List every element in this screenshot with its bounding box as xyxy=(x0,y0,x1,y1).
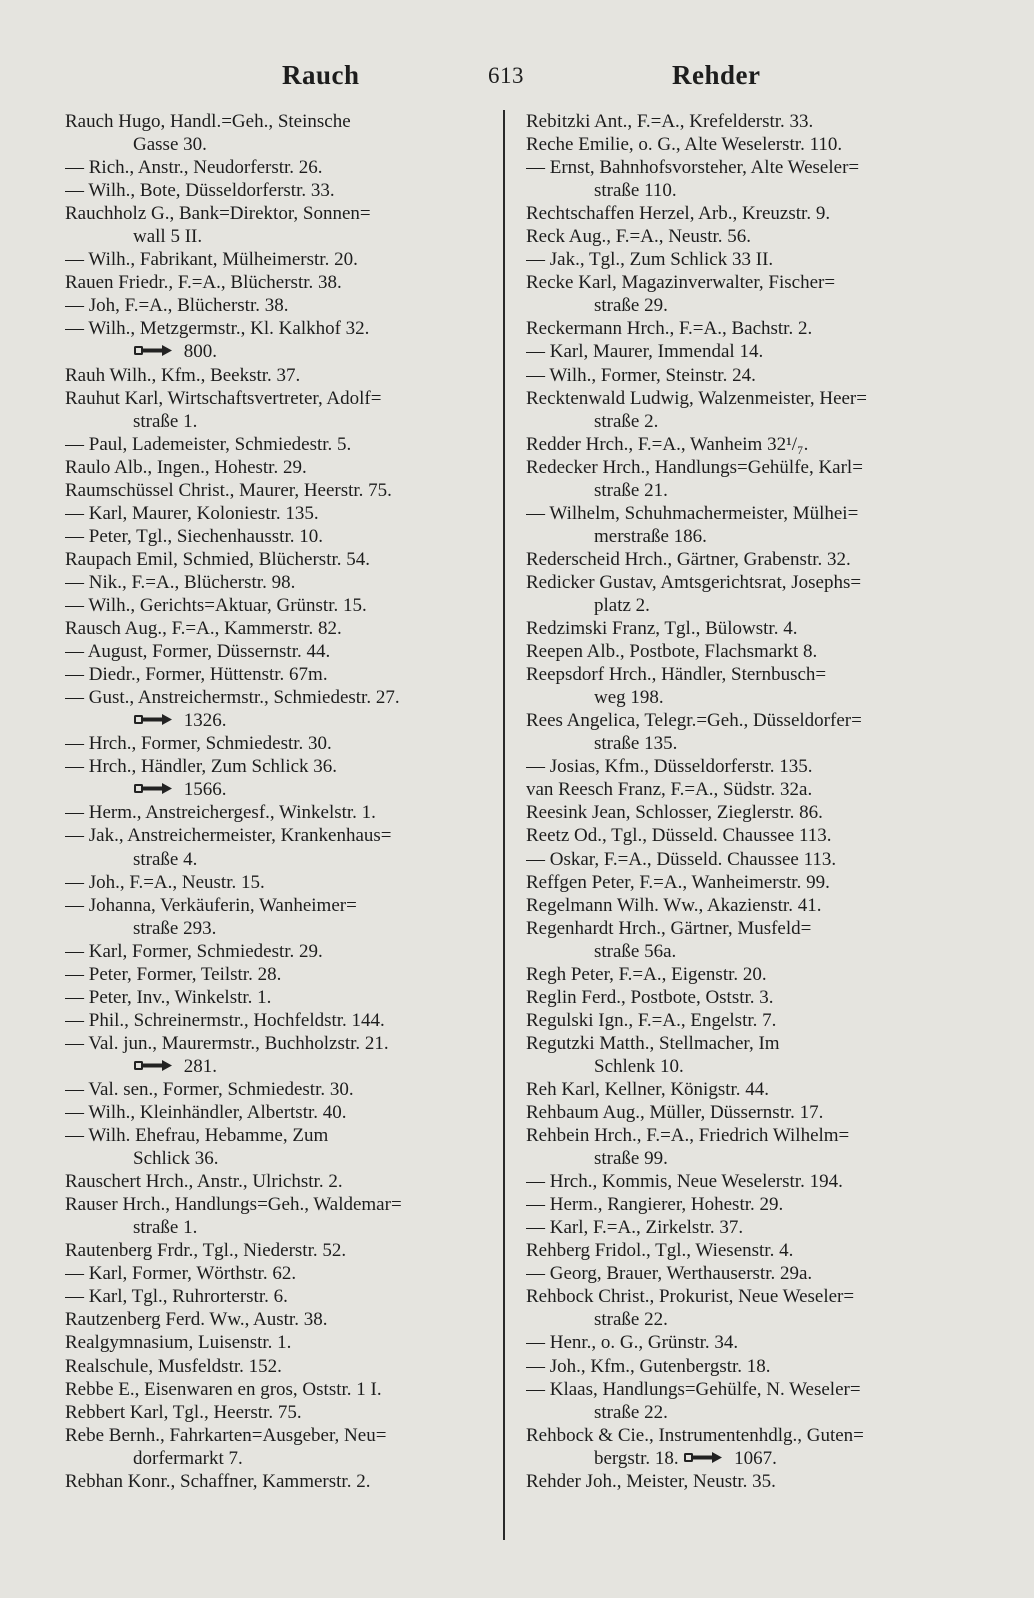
directory-line xyxy=(65,502,503,525)
directory-line xyxy=(526,1331,964,1354)
directory-line xyxy=(526,801,964,824)
directory-line xyxy=(65,640,503,663)
directory-line xyxy=(65,1032,503,1055)
directory-line xyxy=(526,525,964,548)
entry-text: Rauen Friedr., F.=A., Blücherstr. 38. xyxy=(65,272,342,294)
entry-text: — Phil., Schreinermstr., Hochfeldstr. 144. xyxy=(65,1009,385,1031)
directory-line xyxy=(65,709,503,732)
directory-line xyxy=(65,824,503,847)
directory-line xyxy=(526,571,964,594)
directory-line xyxy=(526,317,964,340)
entry-text: wall 5 II. xyxy=(133,226,203,248)
directory-line xyxy=(526,1470,964,1493)
directory-line xyxy=(65,1055,503,1078)
directory-line xyxy=(526,133,964,156)
directory-line xyxy=(65,801,503,824)
entry-text: — Hrch., Former, Schmiedestr. 30. xyxy=(65,733,332,755)
directory-line xyxy=(65,387,503,410)
entry-text: Reffgen Peter, F.=A., Wanheimerstr. 99. xyxy=(526,871,830,893)
directory-line xyxy=(526,617,964,640)
entry-text: 281. xyxy=(183,1055,217,1077)
directory-line xyxy=(65,133,503,156)
column-divider xyxy=(503,110,505,1540)
entry-text: — Hrch., Händler, Zum Schlick 36. xyxy=(65,756,338,778)
entry-text: Regh Peter, F.=A., Eigenstr. 20. xyxy=(526,963,767,985)
directory-line xyxy=(526,1424,964,1447)
entry-text: Redder Hrch., F.=A., Wanheim 32¹/₇. xyxy=(526,433,809,455)
entry-text: Rausch Aug., F.=A., Kammerstr. 82. xyxy=(65,618,342,640)
directory-line xyxy=(526,179,964,202)
entry-text: Rautenberg Frdr., Tgl., Niederstr. 52. xyxy=(65,1240,347,1262)
directory-line xyxy=(526,1447,964,1470)
entry-text: 1326. xyxy=(183,710,227,732)
entry-text: — August, Former, Düssernstr. 44. xyxy=(65,641,331,663)
directory-line xyxy=(65,917,503,940)
directory-line xyxy=(65,156,503,179)
directory-line xyxy=(526,225,964,248)
entry-text: Rebe Bernh., Fahrkarten=Ausgeber, Neu= xyxy=(65,1424,387,1446)
entry-text: Rebhan Konr., Schaffner, Kammerstr. 2. xyxy=(65,1470,371,1492)
directory-line xyxy=(65,1193,503,1216)
entry-text: Regelmann Wilh. Ww., Akazienstr. 41. xyxy=(526,894,822,916)
directory-line xyxy=(65,294,503,317)
directory-line xyxy=(526,387,964,410)
entry-text: straße 1. xyxy=(133,410,198,432)
directory-line xyxy=(65,1424,503,1447)
entry-text: — Karl, Tgl., Ruhrorterstr. 6. xyxy=(65,1286,288,1308)
right-column xyxy=(526,110,964,1493)
directory-line xyxy=(65,686,503,709)
entry-text: Redicker Gustav, Amtsgerichtsrat, Josephs= xyxy=(526,571,862,593)
directory-line xyxy=(65,1308,503,1331)
directory-line xyxy=(65,986,503,1009)
directory-line xyxy=(65,364,503,387)
directory-line xyxy=(526,1401,964,1424)
entry-text: Realschule, Musfeldstr. 152. xyxy=(65,1355,282,1377)
entry-text: Rautzenberg Ferd. Ww., Austr. 38. xyxy=(65,1309,328,1331)
directory-line xyxy=(526,686,964,709)
entry-text: Regenhardt Hrch., Gärtner, Musfeld= xyxy=(526,917,812,939)
entry-text: straße 29. xyxy=(594,295,668,317)
directory-line xyxy=(65,1124,503,1147)
entry-text: platz 2. xyxy=(594,594,650,616)
directory-line xyxy=(65,940,503,963)
directory-line xyxy=(526,1285,964,1308)
entry-text: — Peter, Tgl., Siechenhausstr. 10. xyxy=(65,525,323,547)
directory-line xyxy=(65,1447,503,1470)
entry-text: — Val. jun., Maurermstr., Buchholzstr. 21. xyxy=(65,1032,389,1054)
directory-line xyxy=(526,479,964,502)
entry-text: — Gust., Anstreichermstr., Schmiedestr. 27. xyxy=(65,687,400,709)
entry-text: — Johanna, Verkäuferin, Wanheimer= xyxy=(65,894,357,916)
entry-text: — Wilhelm, Schuhmachermeister, Mülhei= xyxy=(526,502,859,524)
entry-text: Rauhut Karl, Wirtschaftsvertreter, Adolf= xyxy=(65,387,382,409)
entry-text: — Rich., Anstr., Neudorferstr. 26. xyxy=(65,157,323,179)
entry-text: Realgymnasium, Luisenstr. 1. xyxy=(65,1332,292,1354)
entry-text: Gasse 30. xyxy=(133,134,207,156)
entry-text: Reglin Ferd., Postbote, Oststr. 3. xyxy=(526,986,774,1008)
directory-line xyxy=(526,640,964,663)
directory-line xyxy=(65,848,503,871)
entry-text: — Karl, Maurer, Koloniestr. 135. xyxy=(65,502,319,524)
entry-text: — Karl, F.=A., Zirkelstr. 37. xyxy=(526,1217,744,1239)
entry-text: Rees Angelica, Telegr.=Geh., Düsseldorfer= xyxy=(526,710,862,732)
directory-line xyxy=(65,110,503,133)
directory-line xyxy=(65,1170,503,1193)
entry-text: — Herm., Anstreichergesf., Winkelstr. 1. xyxy=(65,802,376,824)
directory-line xyxy=(526,594,964,617)
entry-text: — Wilh., Kleinhändler, Albertstr. 40. xyxy=(65,1102,347,1124)
directory-line xyxy=(526,1216,964,1239)
entry-text: — Diedr., Former, Hüttenstr. 67m. xyxy=(65,664,328,686)
directory-line xyxy=(65,1101,503,1124)
entry-text: Reepen Alb., Postbote, Flachsmarkt 8. xyxy=(526,641,818,663)
directory-line xyxy=(526,940,964,963)
entry-text: Recke Karl, Magazinverwalter, Fischer= xyxy=(526,272,836,294)
entry-text: — Wilh., Fabrikant, Mülheimerstr. 20. xyxy=(65,249,358,271)
directory-line xyxy=(526,340,964,363)
entry-text: — Jak., Anstreichermeister, Krankenhaus= xyxy=(65,825,392,847)
entry-text: — Wilh., Bote, Düsseldorferstr. 33. xyxy=(65,180,335,202)
entry-text: — Peter, Inv., Winkelstr. 1. xyxy=(65,986,272,1008)
directory-line xyxy=(65,1378,503,1401)
directory-line xyxy=(526,917,964,940)
entry-text: Raulo Alb., Ingen., Hohestr. 29. xyxy=(65,456,307,478)
directory-line xyxy=(526,1078,964,1101)
entry-text: — Wilh., Former, Steinstr. 24. xyxy=(526,364,756,386)
entry-text: Recktenwald Ludwig, Walzenmeister, Heer= xyxy=(526,387,867,409)
entry-text: Rehder Joh., Meister, Neustr. 35. xyxy=(526,1470,776,1492)
entry-text: Rauh Wilh., Kfm., Beekstr. 37. xyxy=(65,364,301,386)
directory-line xyxy=(526,1193,964,1216)
directory-line xyxy=(526,156,964,179)
entry-text: — Wilh., Metzgermstr., Kl. Kalkhof 32. xyxy=(65,318,370,340)
directory-line xyxy=(526,1239,964,1262)
directory-line xyxy=(526,456,964,479)
entry-text: — Joh, F.=A., Blücherstr. 38. xyxy=(65,295,289,317)
directory-line xyxy=(65,248,503,271)
directory-line xyxy=(526,248,964,271)
entry-text: — Joh., Kfm., Gutenbergstr. 18. xyxy=(526,1355,771,1377)
entry-text: — Henr., o. G., Grünstr. 34. xyxy=(526,1332,739,1354)
entry-text: — Herm., Rangierer, Hohestr. 29. xyxy=(526,1194,784,1216)
entry-text: — Joh., F.=A., Neustr. 15. xyxy=(65,871,265,893)
directory-line xyxy=(65,271,503,294)
directory-line xyxy=(65,1470,503,1493)
directory-line xyxy=(65,410,503,433)
running-head-left: Rauch xyxy=(282,60,360,90)
entry-text: — Karl, Former, Wörthstr. 62. xyxy=(65,1263,297,1285)
directory-line xyxy=(65,1262,503,1285)
directory-line xyxy=(526,433,964,456)
entry-text: Schlenk 10. xyxy=(594,1055,684,1077)
directory-line xyxy=(526,1378,964,1401)
entry-text: Rebbert Karl, Tgl., Heerstr. 75. xyxy=(65,1401,302,1423)
entry-text: — Georg, Brauer, Werthauserstr. 29a. xyxy=(526,1263,813,1285)
directory-line xyxy=(526,1262,964,1285)
directory-line xyxy=(65,594,503,617)
directory-line xyxy=(65,456,503,479)
entry-text: Rehbock Christ., Prokurist, Neue Weseler= xyxy=(526,1286,855,1308)
entry-text: 800. xyxy=(183,341,217,363)
entry-text: merstraße 186. xyxy=(594,525,707,547)
entry-text: — Ernst, Bahnhofsvorsteher, Alte Weseler= xyxy=(526,157,860,179)
entry-text: Rechtschaffen Herzel, Arb., Kreuzstr. 9. xyxy=(526,203,831,225)
telephone-icon xyxy=(133,1058,173,1073)
directory-line xyxy=(526,824,964,847)
entry-text: Rauch Hugo, Handl.=Geh., Steinsche xyxy=(65,111,351,132)
entry-text: straße 2. xyxy=(594,410,659,432)
entry-text: — Karl, Former, Schmiedestr. 29. xyxy=(65,940,323,962)
entry-text: Regutzki Matth., Stellmacher, Im xyxy=(526,1032,780,1054)
directory-line xyxy=(65,1285,503,1308)
entry-text: straße 135. xyxy=(594,733,678,755)
directory-line xyxy=(65,617,503,640)
entry-text: Rauschert Hrch., Anstr., Ulrichstr. 2. xyxy=(65,1171,343,1193)
directory-line xyxy=(65,525,503,548)
entry-text: — Val. sen., Former, Schmiedestr. 30. xyxy=(65,1078,354,1100)
directory-line xyxy=(65,340,503,363)
directory-line xyxy=(526,1147,964,1170)
entry-text: Rehbock & Cie., Instrumentenhdlg., Guten= xyxy=(526,1424,864,1446)
directory-line xyxy=(526,755,964,778)
entry-text: Raumschüssel Christ., Maurer, Heerstr. 75. xyxy=(65,479,392,501)
entry-text: — Nik., F.=A., Blücherstr. 98. xyxy=(65,571,296,593)
directory-line xyxy=(526,364,964,387)
entry-text: straße 56a. xyxy=(594,940,677,962)
directory-line xyxy=(65,871,503,894)
entry-text: straße 22. xyxy=(594,1309,668,1331)
entry-text: Reck Aug., F.=A., Neustr. 56. xyxy=(526,226,752,248)
directory-line xyxy=(65,1009,503,1032)
directory-line xyxy=(526,894,964,917)
directory-line xyxy=(65,1331,503,1354)
directory-line xyxy=(65,1355,503,1378)
directory-line xyxy=(526,1355,964,1378)
entry-text: Schlick 36. xyxy=(133,1148,219,1170)
directory-line xyxy=(526,1124,964,1147)
directory-line xyxy=(526,1055,964,1078)
entry-text: Reckermann Hrch., F.=A., Bachstr. 2. xyxy=(526,318,813,340)
entry-text: straße 99. xyxy=(594,1148,668,1170)
directory-line xyxy=(65,732,503,755)
directory-line xyxy=(65,755,503,778)
directory-line xyxy=(526,963,964,986)
entry-text: Rebitzki Ant., F.=A., Krefelderstr. 33. xyxy=(526,111,814,132)
entry-text: Rebbe E., Eisenwaren en gros, Oststr. 1 I. xyxy=(65,1378,382,1400)
entry-text: Rehberg Fridol., Tgl., Wiesenstr. 4. xyxy=(526,1240,794,1262)
entry-text: Rauser Hrch., Handlungs=Geh., Waldemar= xyxy=(65,1194,402,1216)
directory-line xyxy=(526,1009,964,1032)
entry-text: straße 1. xyxy=(133,1217,198,1239)
directory-line xyxy=(526,271,964,294)
entry-text: Raupach Emil, Schmied, Blücherstr. 54. xyxy=(65,548,371,570)
entry-text: Rauchholz G., Bank=Direktor, Sonnen= xyxy=(65,203,371,225)
directory-line xyxy=(526,1032,964,1055)
entry-text: straße 4. xyxy=(133,848,198,870)
directory-line xyxy=(65,1147,503,1170)
directory-line xyxy=(526,732,964,755)
entry-text: Redzimski Franz, Tgl., Bülowstr. 4. xyxy=(526,618,798,640)
directory-line xyxy=(526,1101,964,1124)
directory-line xyxy=(526,1170,964,1193)
entry-text: Rehbaum Aug., Müller, Düssernstr. 17. xyxy=(526,1102,824,1124)
directory-line xyxy=(65,479,503,502)
directory-line xyxy=(526,1308,964,1331)
entry-text: — Paul, Lademeister, Schmiedestr. 5. xyxy=(65,433,352,455)
directory-line xyxy=(65,1239,503,1262)
entry-text: Reetz Od., Tgl., Düsseld. Chaussee 113. xyxy=(526,825,832,847)
entry-text: Redecker Hrch., Handlungs=Gehülfe, Karl= xyxy=(526,456,863,478)
entry-text: — Oskar, F.=A., Düsseld. Chaussee 113. xyxy=(526,848,837,870)
entry-text: — Wilh., Gerichts=Aktuar, Grünstr. 15. xyxy=(65,594,367,616)
directory-line xyxy=(65,225,503,248)
page-number: 613 xyxy=(488,63,524,88)
telephone-icon xyxy=(133,343,173,358)
entry-text: Rederscheid Hrch., Gärtner, Grabenstr. 32. xyxy=(526,548,851,570)
directory-line xyxy=(65,571,503,594)
directory-line xyxy=(65,894,503,917)
running-head-right: Rehder xyxy=(672,60,761,90)
entry-text: Reesink Jean, Schlosser, Zieglerstr. 86. xyxy=(526,802,823,824)
entry-text: straße 22. xyxy=(594,1401,668,1423)
entry-text: Rehbein Hrch., F.=A., Friedrich Wilhelm= xyxy=(526,1125,850,1147)
entry-text: Reepsdorf Hrch., Händler, Sternbusch= xyxy=(526,664,827,686)
directory-line xyxy=(65,1078,503,1101)
directory-line xyxy=(526,986,964,1009)
directory-line xyxy=(526,294,964,317)
entry-text: Regulski Ign., F.=A., Engelstr. 7. xyxy=(526,1009,777,1031)
entry-text: dorfermarkt 7. xyxy=(133,1447,243,1469)
entry-text: — Peter, Former, Teilstr. 28. xyxy=(65,963,282,985)
entry-text: weg 198. xyxy=(594,687,664,709)
directory-line xyxy=(65,1401,503,1424)
entry-text: — Josias, Kfm., Düsseldorferstr. 135. xyxy=(526,756,813,778)
entry-text: straße 21. xyxy=(594,479,668,501)
directory-line xyxy=(526,663,964,686)
directory-line xyxy=(526,871,964,894)
entry-text: straße 110. xyxy=(594,180,677,202)
telephone-icon xyxy=(683,1450,723,1465)
directory-line xyxy=(65,202,503,225)
directory-line xyxy=(65,433,503,456)
directory-line xyxy=(65,663,503,686)
directory-line xyxy=(526,848,964,871)
entry-text: 1566. xyxy=(183,779,227,801)
entry-text: — Karl, Maurer, Immendal 14. xyxy=(526,341,764,363)
entry-text: Reche Emilie, o. G., Alte Weselerstr. 110. xyxy=(526,134,843,156)
entry-text: — Hrch., Kommis, Neue Weselerstr. 194. xyxy=(526,1171,843,1193)
directory-line xyxy=(65,1216,503,1239)
directory-line xyxy=(526,548,964,571)
entry-text: — Wilh. Ehefrau, Hebamme, Zum xyxy=(65,1125,329,1147)
directory-line xyxy=(65,317,503,340)
directory-line xyxy=(526,110,964,133)
left-column xyxy=(65,110,503,1493)
directory-line xyxy=(526,709,964,732)
directory-line xyxy=(526,202,964,225)
telephone-icon xyxy=(133,781,173,796)
entry-text: bergstr. 18. xyxy=(594,1447,679,1469)
entry-text: Reh Karl, Kellner, Königstr. 44. xyxy=(526,1078,770,1100)
entry-text: — Klaas, Handlungs=Gehülfe, N. Weseler= xyxy=(526,1378,861,1400)
directory-line xyxy=(526,778,964,801)
entry-text: straße 293. xyxy=(133,917,217,939)
phone-number: 1067. xyxy=(734,1447,777,1469)
directory-line xyxy=(526,502,964,525)
entry-text: — Jak., Tgl., Zum Schlick 33 II. xyxy=(526,249,774,271)
directory-line xyxy=(65,963,503,986)
entry-text: van Reesch Franz, F.=A., Südstr. 32a. xyxy=(526,779,813,801)
directory-line xyxy=(65,548,503,571)
telephone-icon xyxy=(133,712,173,727)
directory-line xyxy=(526,410,964,433)
directory-line xyxy=(65,778,503,801)
directory-line xyxy=(65,179,503,202)
